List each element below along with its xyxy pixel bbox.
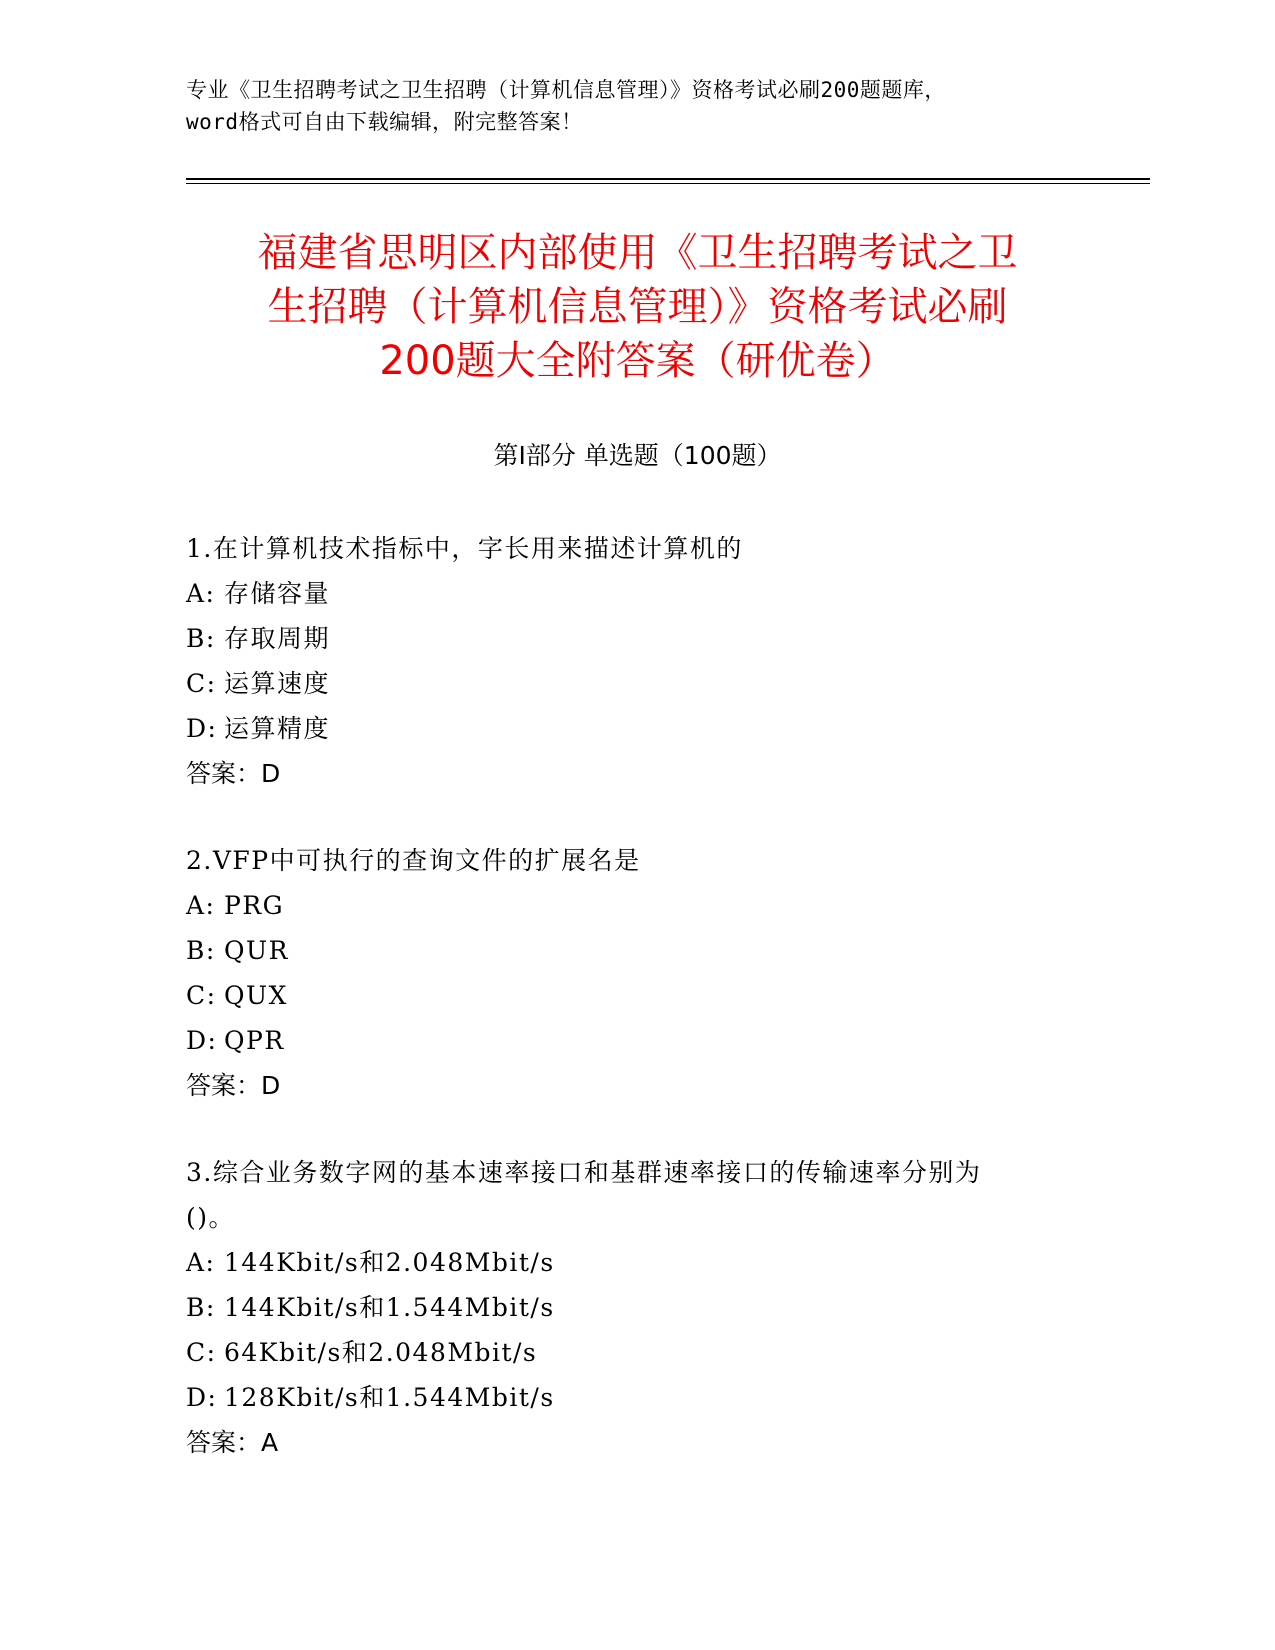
option-letter: A: [186,1248,216,1277]
question-1 [186,526,1086,796]
option-text: QUX [224,981,288,1010]
option-text: 存储容量 [224,579,331,608]
option-text: 128Kbit/s和1.544Mbit/s [224,1383,555,1412]
header-note-line-1: 专业《卫生招聘考试之卫生招聘（计算机信息管理）》资格考试必刷200题题库， [186,78,946,102]
option-d [186,706,1086,751]
question-3 [186,1150,1086,1465]
option-text: 运算速度 [224,669,331,698]
document-title [150,226,1125,388]
header-divider-thin [186,183,1150,184]
option-letter: B: [186,936,216,965]
section-heading: 第Ⅰ部分 单选题（100题） [493,441,782,470]
option-letter: D: [186,714,218,743]
option-letter: B: [186,624,216,653]
option-a [186,883,1086,928]
option-a [186,571,1086,616]
option-text: 运算精度 [224,714,331,743]
question-2 [186,838,1086,1108]
option-a [186,1240,1086,1285]
question-list [186,526,1086,1507]
header-note [186,74,1116,138]
option-b [186,1285,1086,1330]
answer: 答案：D [186,1071,281,1100]
option-d [186,1018,1086,1063]
header-note-line-2: word格式可自由下载编辑，附完整答案！ [186,110,583,134]
option-text: 64Kbit/s和2.048Mbit/s [224,1338,538,1367]
option-b [186,928,1086,973]
option-letter: C: [186,669,217,698]
option-b [186,616,1086,661]
question-stem: 3.综合业务数字网的基本速率接口和基群速率接口的传输速率分别为 [186,1158,982,1187]
option-c [186,661,1086,706]
option-letter: D: [186,1026,218,1055]
option-letter: C: [186,1338,217,1367]
option-letter: B: [186,1293,216,1322]
option-text: 144Kbit/s和1.544Mbit/s [224,1293,555,1322]
option-letter: D: [186,1383,218,1412]
option-text: 144Kbit/s和2.048Mbit/s [224,1248,555,1277]
option-text: QUR [224,936,289,965]
document-title-line-3: 200题大全附答案（研优卷） [379,338,896,384]
option-d [186,1375,1086,1420]
question-stem: 2.VFP中可执行的查询文件的扩展名是 [186,846,641,875]
option-c [186,973,1086,1018]
option-letter: C: [186,981,217,1010]
question-stem-continued: ()。 [186,1203,236,1232]
option-text: PRG [224,891,285,920]
document-title-line-1: 福建省思明区内部使用《卫生招聘考试之卫 [257,230,1018,276]
header-divider-thick [186,178,1150,180]
option-text: 存取周期 [224,624,331,653]
option-c [186,1330,1086,1375]
option-text: QPR [224,1026,285,1055]
question-stem: 1.在计算机技术指标中，字长用来描述计算机的 [186,534,743,563]
option-letter: A: [186,579,216,608]
answer: 答案：A [186,1428,279,1457]
answer: 答案：D [186,759,281,788]
option-letter: A: [186,891,216,920]
document-title-line-2: 生招聘（计算机信息管理）》资格考试必刷 [267,284,1008,330]
